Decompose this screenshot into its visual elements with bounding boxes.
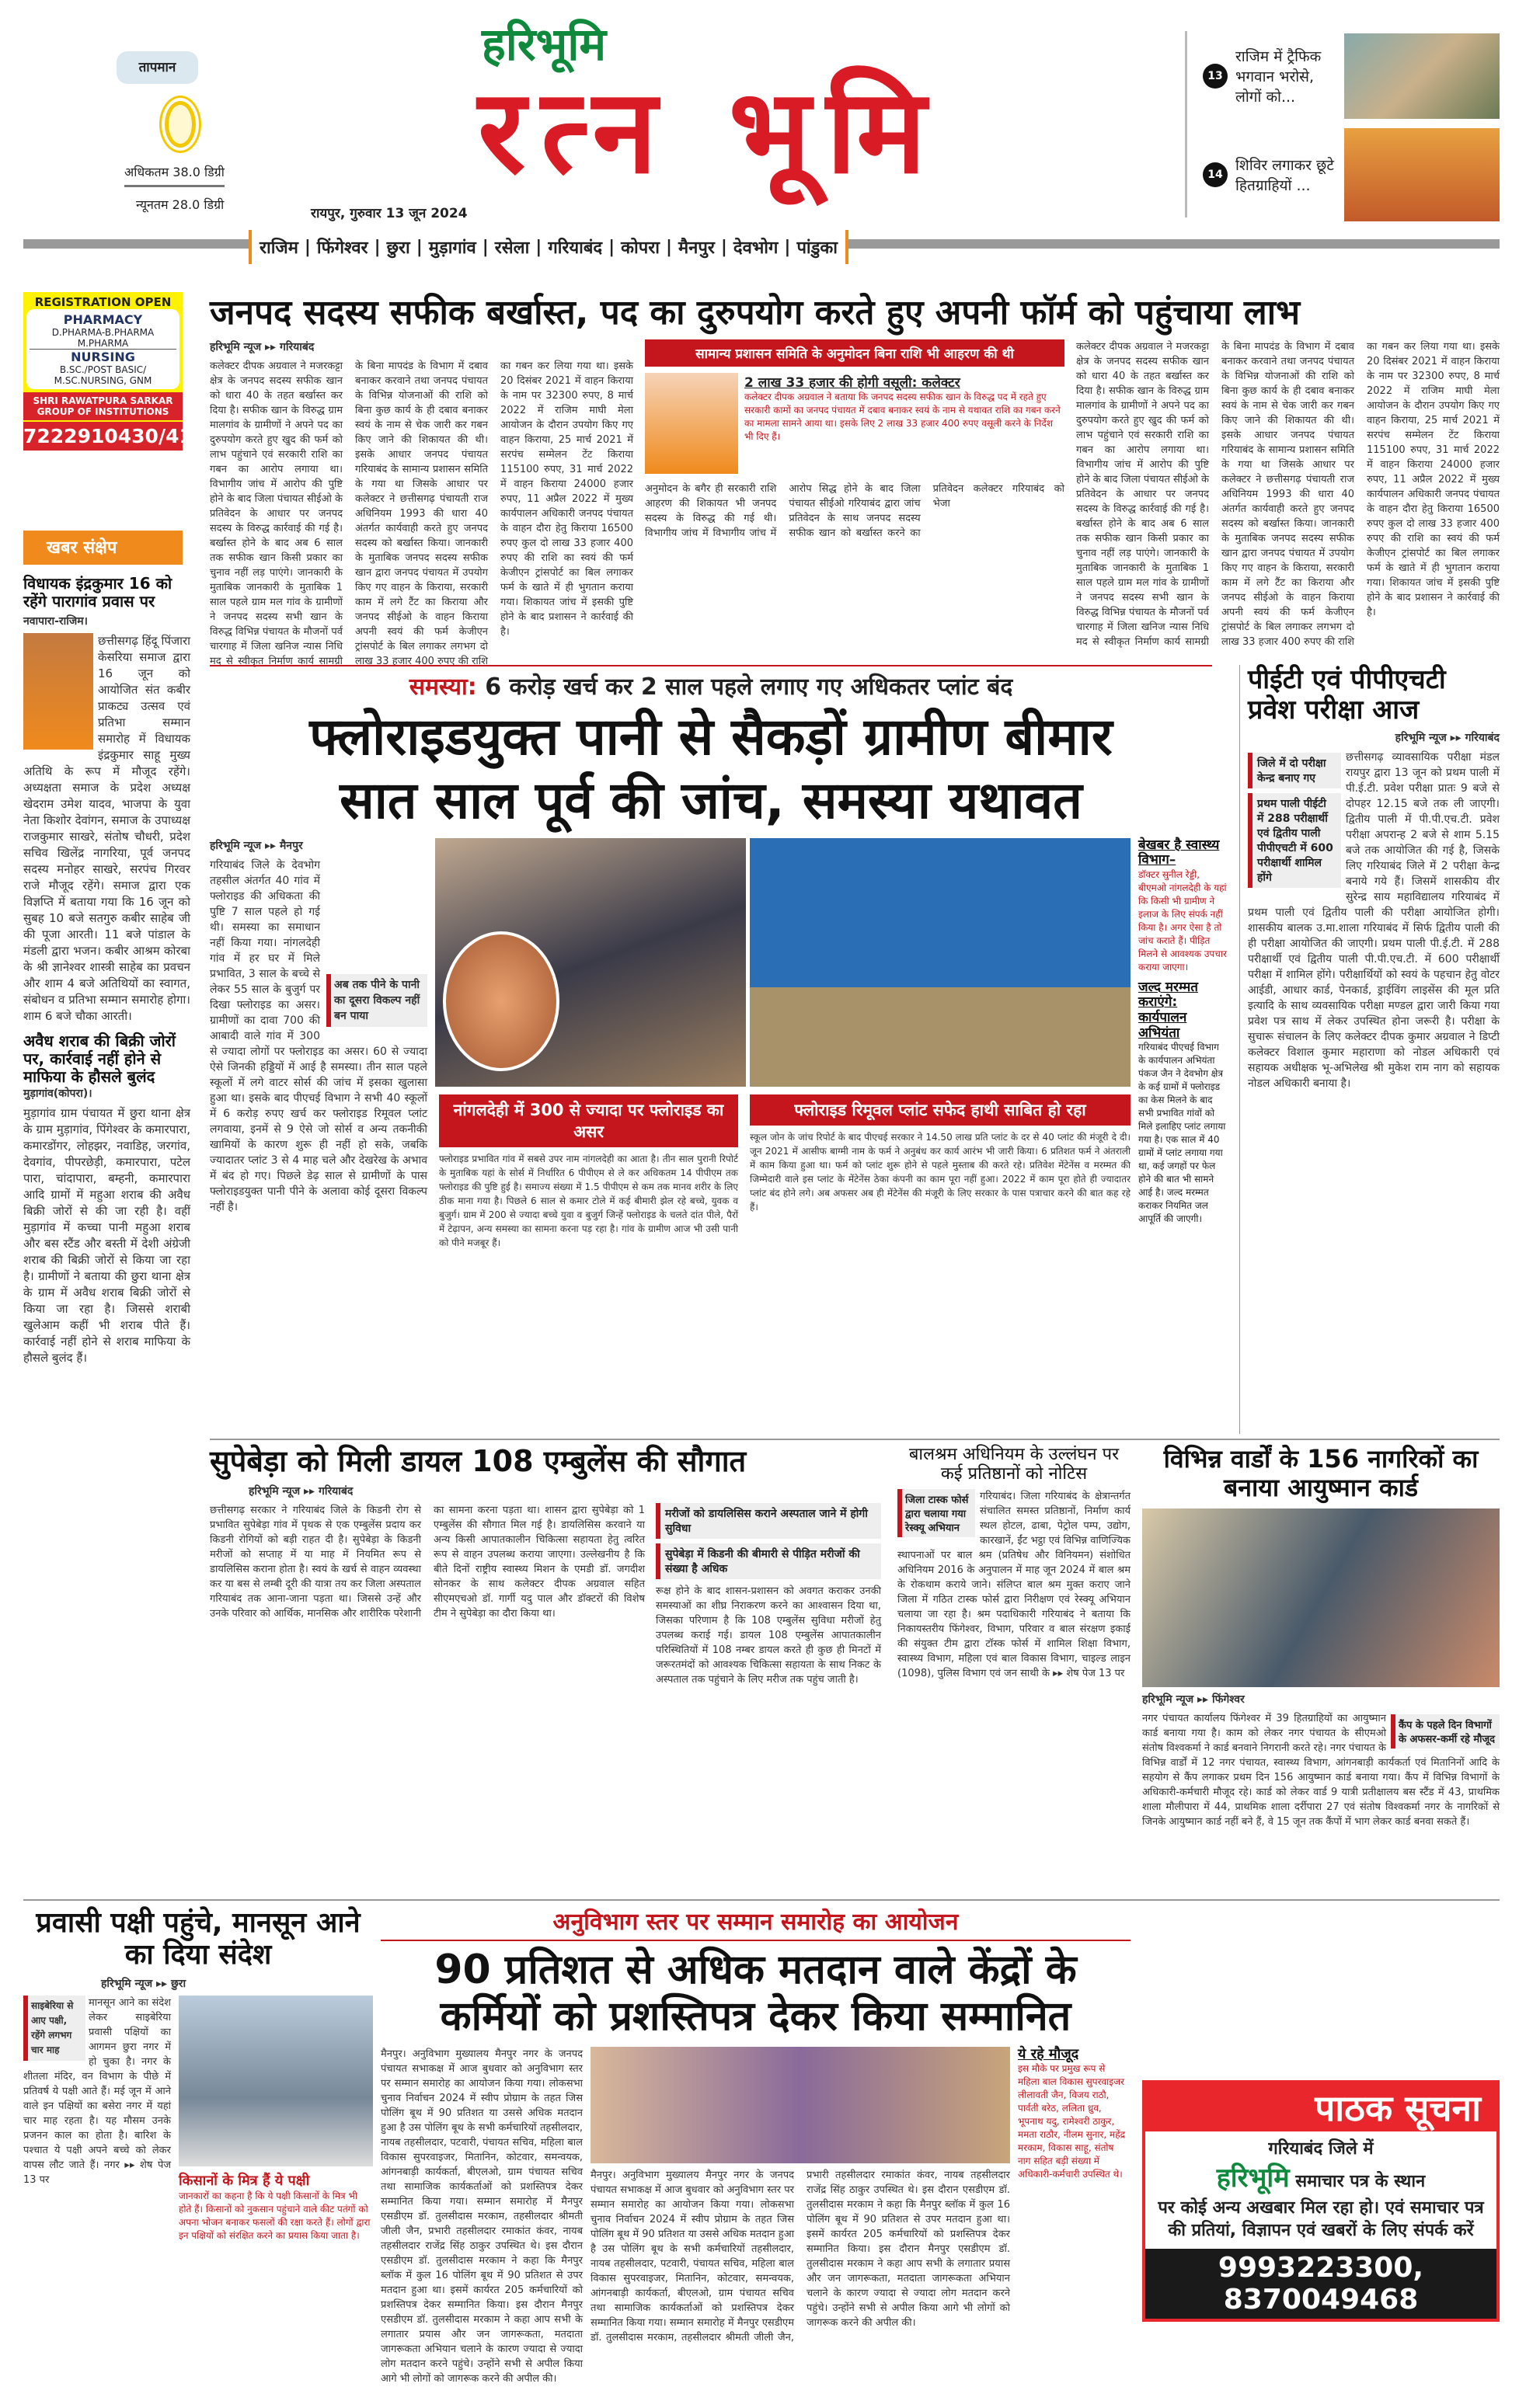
ayushman-body: नगर पंचायत कार्यालय फिंगेश्वर में 39 हितग्राहियों का आयुष्मान कार्ड बनाया गया है। काम को लेकर नगर पंचायत के सीएमओ संतोष विश्वकर्मा ने कार्ड बनवाने निगरानी करते रहे। नगर पंचायत के विभिन्न वार्डों में 12 नगर पंचायत, स्वास्थ्य विभाग, आंगनबाड़ी कार्यकर्ता एवं मितानिनों आदि के सहयोग से कैंप लगाकर प्रथम दिन 156 आयुष्मान कार्ड बनाया गया। कैंप में विभिन्न विभागों के अधिकारी-कर्मचारी मौजूद रहे। कार्ड को लेकर वार्ड 9 यात्री प्रतीक्षालय बस स्टैंड में 43, प्राथमिक शाला मौलीपारा में 44, प्राथमिक शाला दर्रीपारा 27 एवं संतोष विश्वकर्मा नगर के नागरिकों से जिनके आयुष्मान कार्ड नहीं बने हैं, वे 15 जून तक कैंपों में भाग लेकर कार्ड बनवा सकते हैं।: [1142, 1712, 1500, 1828]
page-badge: 14: [1203, 162, 1228, 187]
teaser-text: राजिम में ट्रैफिक भगवान भरोसे, लोगों को...: [1235, 47, 1322, 106]
pet-bullet: जिले में दो परीक्षा केन्द्र बनाए गए: [1248, 753, 1341, 788]
section-link[interactable]: देवभोग: [733, 238, 779, 258]
side-body: डॉक्टर सुनील रेड्डी, बीएमओ नांगलदेही के यहां कि किसी भी ग्रामीण ने इलाज के लिए संपर्क नहीं किया है। अगर ऐसा है तो जांच कराते हैं। पीड़ित मिलने से आवश्यक उपचार कराया जाएगा।: [1138, 868, 1227, 973]
birds-headline[interactable]: प्रवासी पक्षी पहुंचे, मानसून आने का दिया संदेश: [36, 1907, 361, 1971]
ad-course-detail: B.SC./POST BASIC/: [59, 364, 147, 375]
brief-headline[interactable]: अवैध शराब की बिक्री जोरों पर, कार्रवाई नहीं होने से माफिया के हौसले बुलंद: [23, 1032, 176, 1086]
pet-body: छत्तीसगढ़ व्यावसायिक परीक्षा मंडल रायपुर द्वारा 13 जून को प्रथम पाली में पी.ई.टी. प्रवेश परीक्षा प्रातः 9 बजे से दोपहर 12.15 बजे तक ली जाएगी। द्वितीय पाली में पी.पी.एच.टी. प्रवेश परीक्षा अपरान्ह 2 बजे से शाम 5.15 बजे तक आयोजित की गई है, जिसके लिए गरियाबंद जिले में 2 परीक्षा केन्द्र बनाये गये हैं। जिसमें शासकीय वीर सुरेन्द्र साय महाविद्यालय गरियाबंद में प्रथम पाली एवं द्वितीय पाली की परीक्षा आयोजित होगी। शासकीय बालक उ.मा.शाला गरियाबंद में सिर्फ द्वितीय पाली की ही परीक्षा आयोजित की जाएगी। प्रथम पाली पी.ई.टी. में 288 परीक्षार्थी एवं द्वितीय पाली पी.पी.एच.टी. में 600 परीक्षार्थी परीक्षा में शामिल होंगे। परीक्षार्थियों को स्वयं के पहचान हेतु वोटर आईडी, आधार कार्ड, पेनकार्ड, ड्राईविंग लाइसेंस की मूल प्रति इत्यादि के साथ व्यवसायिक परीक्षा मण्डल द्वारा जारी किया गया प्रवेश पत्र साथ में लेकर उपस्थित होना जरूरी है। परीक्षा के सुचारू संचालन के लिए कलेक्टर दीपक कुमार अग्रवाल ने डिप्टी कलेक्टर विशाल कुमार महाराणा को नोडल अधिकारी एवं सहायक अधीक्षक भू-अभिलेख श्री मुकेश राम नाग को सहायक नोडल अधिकारी बनाया है।: [1248, 751, 1500, 1091]
ambulance-bullet: मरीजों को डायलिसिस कराने अस्पताल जाने में होगी सुविधा: [656, 1503, 881, 1539]
teaser-photo: [1344, 128, 1500, 221]
ayushman-headline[interactable]: विभिन्न वार्डों के 156 नागरिकों का बनाया आयुष्मान कार्ड: [1163, 1444, 1479, 1502]
temp-max: अधिकतम 38.0 डिग्री: [124, 163, 225, 187]
sun-icon: [165, 101, 196, 148]
notice-line: गरियाबंद जिले में: [1268, 2139, 1374, 2159]
child-labour-headline[interactable]: बालश्रम अधिनियम के उल्लंघन पर कई प्रतिष्ठानों को नोटिस: [908, 1445, 1120, 1484]
sub-story-plant: [750, 1094, 1131, 1382]
main-story: [210, 838, 427, 1382]
sub-head: फ्लोराइड रिमूवल प्लांट सफेद हाथी साबित हो रहा: [750, 1094, 1131, 1126]
section-link[interactable]: फिंगेश्वर: [316, 238, 368, 258]
masthead-dateline: रायपुर, गुरुवार 13 जून 2024: [311, 206, 468, 221]
page-badge: 13: [1203, 64, 1228, 89]
section-link[interactable]: गरियाबंद: [548, 238, 603, 258]
masthead-title: रत्न भूमि: [478, 64, 942, 200]
pull-quote: कैंप के पहले दिन विभागों के अफसर-कर्मी रहे मौजूद: [1391, 1714, 1500, 1749]
side-head: ये रहे मौजूद: [1018, 2045, 1079, 2062]
collector-photo: [645, 373, 738, 474]
ad-course-detail: M.PHARMA: [77, 338, 129, 349]
sub-head: नांगलदेही में 300 से ज्यादा पर फ्लोराइड का असर: [439, 1094, 738, 1147]
box-head: सामान्य प्रशासन समिति के अनुमोदन बिना राशि भी आहरण की थी: [645, 339, 1064, 367]
divider: [210, 1439, 1500, 1440]
notice-phone: 9993223300, 8370049468: [1145, 2249, 1496, 2319]
section-link[interactable]: कोपरा: [621, 238, 660, 258]
teaser-photo: [1344, 33, 1500, 119]
box-subhead: 2 लाख 33 हजार की होगी वसूली: कलेक्टर: [744, 374, 960, 391]
ambulance-headline[interactable]: सुपेबेड़ा को मिली डायल 108 एम्बुलेंस की सौगात: [210, 1444, 747, 1478]
dateline: हरिभूमि न्यूज ▸▸ गरियाबंद: [249, 1484, 354, 1498]
dateline: हरिभूमि न्यूज ▸▸ फिंगेश्वर: [1142, 1693, 1245, 1706]
lead-body: कलेक्टर दीपक अग्रवाल ने मजरकट्टा क्षेत्र के जनपद सदस्य सफीक खान को धारा 40 के तहत बर्खास्त कर दिया है। सफीक खान के विरुद्ध ग्राम मालगांव के ग्रामीणों ने अपने पद का दुरुपयोग करते हुए खुद की फर्म को लाभ पहुंचाने एवं सरकारी राशि का गबन का आरोप लगाया था। विभागीय जांच में आरोप की पुष्टि होने के बाद जिला पंचायत सीईओ के प्रतिवेदन के आधार पर जनपद सदस्य के विरुद्ध कार्रवाई की गई है। बर्खास्त होने के बाद अब 6 साल तक सफीक खान किसी प्रकार का चुनाव नहीं लड़ पाएंगे। जानकारी के मुताबिक जानकारी के मुताबिक 1 साल पहले ग्राम मल गांव के ग्रामीणों ने जनपद सदस्य सभी खान के विरुद्ध विभिन्न पंचायत के मौजनों पर्व चारगाह में जिला खनिज न्यास निधि मद से स्वीकृत निर्माण कार्य सामग्री के बिना मापदंड के विभाग में दबाव बनाकर करवाने तथा जनपद पंचायत के विभिन्न योजनाओं की राशि को बिना कुछ कार्य के ही दबाव बनाकर स्वयं के नाम से चेक जारी कर गबन किए जाने की शिकायत की थी। इसके आधार जनपद पंचायत गरियाबंद के सामान्य प्रशासन समिति के गया था जिसके आधार पर कलेक्टर ने छत्तीसगढ़ पंचायती राज अधिनियम 1993 की धारा 40 अंतर्गत कार्यवाही करते हुए जनपद सदस्य को बर्खास्त किया। जानकारी के मुताबिक जनपद सदस्य सफीक खान द्वारा जनपद पंचायत में उपयोग किए गए वाहन के किराया, सरकारी काम में लगे टैंट का किराया और जनपद सीईओ के वाहन किराया अपनी स्वयं की फर्म केजीएन ट्रांसपोर्ट के बिल लगाकर लगभग दो लाख 33 हजार 400 रुपए की राशि का गबन कर लिया गया था। इसके 20 दिसंबर 2021 में वाहन किराया के नाम पर 32300 रुपए, 8 मार्च 2022 में राजिम माघी मेला आयोजन के दौरान उपयोग किए गए वाहन किराया, 25 मार्च 2021 में सरपंच सम्मेलन टेंट किराया 115100 रुपए, 31 मार्च 2022 में वाहन किराया 24000 हजार रुपए, 11 अप्रैल 2022 में मुख्य कार्यपालन अधिकारी जनपद पंचायत के वाहन दौरा हेतु किराया 16500 रुपए कुल दो लाख 33 हजार 400 रुपए की राशि का स्वयं की फर्म केजीएन ट्रांसपोर्ट का बिल लगाकर फर्म के खाते में ही भुगतान कराया गया। शिकायत जांच में इसकी पुष्टि होने के बाद प्रशासन ने कार्रवाई की है।: [210, 360, 633, 667]
ambulance-bullet: सुपेबेड़ा में किडनी की बीमारी से पीड़ित मरीजों की संख्या है अधिक: [656, 1543, 881, 1579]
notice-brand: हरिभूमि: [1216, 2162, 1290, 2194]
main-subheadline[interactable]: सात साल पूर्व की जांच, समस्या यथावत: [340, 770, 1082, 830]
honour-headline[interactable]: 90 प्रतिशत से अधिक मतदान वाले केंद्रों के कर्मियों को प्रशस्तिपत्र देकर किया सम्मानित: [434, 1947, 1077, 2040]
honour-kicker: अनुविभाग स्तर पर सम्मान समारोह का आयोजन: [381, 1905, 1131, 1941]
teasers: [1185, 31, 1511, 217]
box-head: किसानों के मित्र हैं ये पक्षी: [179, 2172, 310, 2189]
lead-body-right: कलेक्टर दीपक अग्रवाल ने मजरकट्टा क्षेत्र के जनपद सदस्य सफीक खान को धारा 40 के तहत बर्खास्त कर दिया है। सफीक खान के विरुद्ध ग्राम मालगांव के ग्रामीणों ने अपने पद का दुरुपयोग करते हुए खुद की फर्म को लाभ पहुंचाने एवं सरकारी राशि का गबन का आरोप लगाया था। विभागीय जांच में आरोप की पुष्टि होने के बाद जिला पंचायत सीईओ के प्रतिवेदन के आधार पर जनपद सदस्य के विरुद्ध कार्रवाई की गई है। बर्खास्त होने के बाद अब 6 साल तक सफीक खान किसी प्रकार का चुनाव नहीं लड़ पाएंगे। जानकारी के मुताबिक जानकारी के मुताबिक 1 साल पहले ग्राम मल गांव के ग्रामीणों ने जनपद सदस्य सभी खान के विरुद्ध विभिन्न पंचायत के मौजनों पर्व चारगाह में जिला खनिज न्यास निधि मद से स्वीकृत निर्माण कार्य सामग्री के बिना मापदंड के विभाग में दबाव बनाकर करवाने तथा जनपद पंचायत के विभिन्न योजनाओं की राशि को बिना कुछ कार्य के ही दबाव बनाकर स्वयं के नाम से चेक जारी कर गबन किए जाने की शिकायत की थी। इसके आधार जनपद पंचायत गरियाबंद के सामान्य प्रशासन समिति के गया था जिसके आधार पर कलेक्टर ने छत्तीसगढ़ पंचायती राज अधिनियम 1993 की धारा 40 अंतर्गत कार्यवाही करते हुए जनपद सदस्य को बर्खास्त किया। जानकारी के मुताबिक जनपद सदस्य सफीक खान द्वारा जनपद पंचायत में उपयोग किए गए वाहन के किराया, सरकारी काम में लगे टैंट का किराया और जनपद सीईओ के वाहन किराया अपनी स्वयं की फर्म केजीएन ट्रांसपोर्ट के बिल लगाकर लगभग दो लाख 33 हजार 400 रुपए की राशि का गबन कर लिया गया था। इसके 20 दिसंबर 2021 में वाहन किराया के नाम पर 32300 रुपए, 8 मार्च 2022 में राजिम माघी मेला आयोजन के दौरान उपयोग किए गए वाहन किराया, 25 मार्च 2021 में सरपंच सम्मेलन टेंट किराया 115100 रुपए, 31 मार्च 2022 में वाहन किराया 24000 हजार रुपए, 11 अप्रैल 2022 में मुख्य कार्यपालन अधिकारी जनपद पंचायत के वाहन दौरा हेतु किराया 16500 रुपए कुल दो लाख 33 हजार 400 रुपए की राशि का स्वयं की फर्म केजीएन ट्रांसपोर्ट का बिल लगाकर फर्म के खाते में ही भुगतान कराया गया। शिकायत जांच में इसकी पुष्टि होने के बाद प्रशासन ने कार्रवाई की है।: [1076, 340, 1500, 648]
divider: [23, 1899, 1500, 1901]
ambulance-body-cont: रूक्ष होने के बाद शासन-प्रशासन को अवगत कराकर उनकी समस्याओं का शीघ्र निराकरण करने का आश्वासन दिया था, जिसका परिणाम है कि 108 एम्बुलेंस सुविधा मरीजों हेतु उपलब्ध कराई गई। डायल 108 एम्बुलेंस आपातकालीन परिस्थितियों में 108 नम्बर डायल करते ही कुछ ही मिनटों में जरूरतमंदों को आवश्यक चिकित्सा सहायता के साथ निकट के अस्पताल तक पहुंचाने के लिए मरीज तक पहुंच जाती है।: [656, 1585, 881, 1686]
section-nav: [249, 230, 848, 264]
pet-story: [1239, 665, 1500, 1434]
separator: |: [720, 237, 727, 257]
pull-quote: अब तक पीने के पानी का दूसरा विकल्प नहीं बन पाया: [326, 974, 427, 1027]
ad-head: REGISTRATION OPEN: [34, 295, 172, 309]
birds-body-wrap: [23, 1996, 171, 2389]
brief-body: मुड़ागांव ग्राम पंचायत में छुरा थाना क्षेत्र के ग्राम मुड़ागांव, पिंगेश्वर के कमारपारा, कमारडोंगर, लोहझर, नवाडिह, जरगांव, देवगांव, पीपरछेड़ी, कमारपारा, पटेल पारा, चांदापारा, बम्हनी, कमारपारा आदि ग्रामों में महुआ शराब की अवैध बिक्री जोरों से की जा रही है। वहीं मुड़ागांव में कच्चा पानी महुआ शराब और बस स्टैंड और बस्ती में देशी अंग्रेजी शराब की बिक्री जोरों से किया जा रहा है। ग्रामीणों ने बताया की छुरा थाना क्षेत्र के ग्राम में अवैध शराब बिक्री जोरों से किया जा रहा है। जिससे शराबी खुलेआम कहीं भी शराब पीते हैं। कार्रवाई नहीं होने से शराब माफिया के हौसले बुलंद हैं।: [23, 1106, 190, 1365]
ad-phone: 7222910430/41: [23, 422, 183, 451]
pet-bullet: प्रथम पाली पीईटी में 288 परीक्षार्थी एवं द्वितीय पाली पीपीएचटी में 600 परीक्षार्थी शामिल होंगे: [1248, 793, 1341, 888]
separator: |: [482, 237, 489, 257]
kicker-text: 6 करोड़ खर्च कर 2 साल पहले लगाए गए अधिकतर प्लांट बंद: [485, 673, 1013, 701]
main-headline[interactable]: फ्लोराइडयुक्त पानी से सैकड़ों ग्रामीण बीमार: [309, 707, 1113, 767]
teaser[interactable]: [1187, 31, 1511, 120]
ad-course: PHARMACY: [63, 312, 143, 327]
brief-body: छत्तीसगढ़ हिंदू पिंजारा केसरिया समाज द्वारा 16 जून को आयोजित संत कबीर प्राकट्य उत्सव एवं प्रतिभा सम्मान समारोह में विधायक इंद्रकुमार साहू मुख्य अतिथि के रूप में मौजूद रहेंगे। अध्यक्षता समाज के प्रदेश अध्यक्ष खेदराम उमेश यादव, भाजपा के युवा नेता किशोर देवांगन, समाज के उपाध्यक्ष राजकुमार साखरे, संतोष चौधरी, प्रदेश सचिव खिलेंद्र नागरिया, पूर्व जनपद सदस्य मनोहर साखरे, सरपंच गिरवर राजे मौजूद रहेंगे। समाज द्वारा एक विज्ञप्ति में बताया गया कि 16 जून को सुबह 10 बजे सतगुरु कबीर साहेब जी की पूजा आरती। 11 बजे पांडाल के मंडली द्वारा भजन। कबीर आश्रम कोरबा के श्री ज्ञानेश्वर शास्त्री साहेब का प्रवचन और शाम 4 बजे अतिथियों का स्वागत, संबोधन व प्रतिभा सम्मान समारोह होगा। शाम 6 बजे चौका आरती।: [23, 634, 190, 1023]
separator: |: [608, 237, 615, 257]
ad-course-detail: M.SC.NURSING, GNM: [54, 375, 152, 386]
main-body: गरियाबंद जिले के देवभोग तहसील अंतर्गत 40 गांव में फ्लोराइड की अधिकता की पुष्टि 7 साल पहले हो गई थी। समस्या का समाधान नहीं किया गया। नांगलदेही गांव में हर घर में मिले प्रभावित, 3 साल के बच्चे से लेकर 55 साल के बुजुर्ग पर दिखा फ्लोराइड का असर। ग्रामीणों का दावा 700 की आबादी वाले गांव में 300 से ज्यादा लोगों पर फ्लोराइड का असर। 60 से ज्यादा ऐसे जिनकी हड्डियों में आई है समस्या। तीन साल पहले स्कूलों में लगे वाटर सोर्स की जांच में इसका खुलासा हुआ था। इसके बाद पीएचई विभाग ने सभी 40 स्कूलों में 6 करोड़ रुपए खर्च कर फ्लोराइड रिमूवल प्लांट लगवाया, इनमें से 9 ऐसे जो सोर्स व अन्य तकनीकी खामियों के कारण शुरू ही नहीं हो सके, जबकि ज्यादातर प्लांट 3 से 4 माह चले और देखरेख के अभाव में बंद हो गए। पिछले डेढ़ साल से ग्रामीणों के पास फ्लोराइडयुक्त पानी पीने के अलावा कोई दूसरा विकल्प नहीं है।: [210, 858, 427, 1213]
separator: |: [374, 237, 381, 257]
brief-column: [23, 575, 190, 1429]
lead-headline[interactable]: जनपद सदस्य सफीक बर्खास्त, पद का दुरुपयोग करते हुए अपनी फॉर्म को पहुंचाया लाभ: [210, 293, 1301, 332]
ceremony-photo: [591, 2047, 1010, 2163]
dateline: हरिभूमि न्यूज ▸▸ मैनपुर: [210, 839, 303, 852]
ad-course-detail: D.PHARMA-B.PHARMA: [51, 327, 155, 338]
section-link[interactable]: मुड़ागांव: [428, 238, 476, 258]
ambulance-story: [210, 1445, 886, 1894]
honour-story: [381, 1905, 1131, 2390]
sub-body: फ्लोराइड प्रभावित गांव में सबसे उपर नाम नांगलदेही का आता है। तीन साल पुरानी रिपोर्ट के मुताबिक यहां के सोर्स में निर्धारित 6 पीपीएम से ले कर अधिकतम 14 पीपीएम तक फ्लोराइड की पुष्टि हुई है। समाज्य संख्या में 1.5 पीपीएम से कम तक मानव शरीर के लिए ठीक माना गया है। पिछले 6 साल से कमार टोले में कई बीमारी झेल रहे बच्चे, युवक व बुजुर्ग। ग्राम में 200 से ज्यादा बच्चे युवा व बुजुर्ग जिन्हें फ्लोराइड के चलते दांत पीले, पैरों में टेढ़ापन, अन्य समस्या का सामना करना पड़ रहा है। गांव के ग्रामीण आज भी उसी पानी को पीने मजबूर हैं।: [439, 1153, 738, 1248]
teaser-text: शिविर लगाकर छूटे हितग्राहियों ...: [1235, 157, 1334, 194]
birds-story: [23, 1907, 373, 2389]
plant-photo: [750, 838, 1131, 1087]
lead-section: [210, 293, 1500, 667]
lead-story: [210, 339, 633, 667]
child-labour-body: गरियाबंद। जिला गरियाबंद के क्षेत्रान्तर्गत संचालित समस्त प्रतिष्ठानों, निर्माण कार्य स्थल होटल, ढाबा, पेट्रोल पम्प, उद्योग, कारखानें, ईंट भट्ठा एवं विभिन्न वाणिज्यिक स्थापनाओं पर बाल श्रम (प्रतिषेध और विनियमन) संशोधित अधिनियम 2016 के अनुपालन में माह जून 2024 में बाल श्रम के रोकथाम कराये जाने। संलिप्त बाल श्रम मुक्त कराए जाने जिला में गठित टास्क फोर्स द्वारा निरीक्षण एवं रेस्क्यू अभियान चलाया जा रहा है। श्रम पदाधिकारी गरियाबंद ने बताया कि निकायस्तरीय फिंगेश्वर, विभाग, परिवार व बाल संरक्षण इकाई की संयुक्त टीम द्वारा टॉस्क फोर्स में शामिल शिक्षा विभाग, स्वास्थ्य विभाग, महिला एवं बाल विकास विभाग, चाइल्ड लाइन (1098), पुलिस विभाग एवं जन साथी के ▸▸ शेष पेज 13 पर: [897, 1490, 1131, 1679]
main-content: [210, 838, 1228, 1434]
notice-line: पर कोई अन्य अखबार मिल रहा हो। एवं समाचार पत्र की प्रतियां, विज्ञापन एवं खबरों के लिए संपर्क करें: [1158, 2197, 1484, 2241]
section-link[interactable]: राजिम: [260, 238, 298, 258]
fluorosis-teeth-photo: [443, 931, 559, 1071]
separator: |: [416, 237, 423, 257]
lead-body-cont: अनुमोदन के बगैर ही सरकारी राशि आहरण की शिकायत भी जनपद सदस्य के विरुद्ध की गई थी। विभागीय जांच में विभागीय जांच में आरोप सिद्ध होने के बाद जिला पंचायत सीईओ गरियाबंद द्वारा जांच प्रतिवेदन के साथ जनपद सदस्य सफीक खान को बर्खास्त करने का प्रतिवेदन कलेक्टर गरियाबंद को भेजा: [645, 482, 1064, 539]
brand-logo: हरिभूमि: [482, 18, 607, 71]
dateline: हरिभूमि न्यूज ▸▸ छुरा: [101, 1977, 186, 1990]
dateline: मुड़ागांव(कोपरा)।: [23, 1087, 92, 1100]
ad-org: SHRI RAWATPURA SARKAR GROUP OF INSTITUTIONS: [23, 392, 183, 420]
sub-story-nangaldehi: [439, 1094, 738, 1382]
side-head: बेखबर है स्वास्थ्य विभाग–: [1138, 837, 1220, 868]
honour-body-cont: मैनपुर। अनुविभाग मुख्यालय मैनपुर नगर के जनपद पंचायत सभाकक्ष में आज बुधवार को अनुविभाग स्तर पर सम्मान समारोह का आयोजन किया गया। लोकसभा चुनाव निर्वाचन 2024 में स्वीप प्रोग्राम के तहत जिस पोलिंग बूथ में 90 प्रतिशत या उससे अधिक मतदान हुआ है उस पोलिंग बूथ के सभी कर्मचारियों तहसीलदार, नायब तहसीलदार, पटवारी, पंचायत सचिव, महिला बाल विकास सुपरवाइजर, मितानिन, कोटवार, समन्वयक, आंगनबाड़ी कार्यकर्ता, बीएलओ, ग्राम पंचायत सचिव तथा सामाजिक कार्यकर्ताओं को प्रशस्तिपत्र देकर सम्मानित किया गया। सम्मान समारोह में मैनपुर एसडीएम डॉ. तुलसीदास मरकाम, तहसीलदार श्रीमती जीली जैन, प्रभारी तहसीलदार रमाकांत कंवर, नायब तहसीलदार राजेंद्र सिंह ठाकुर उपस्थित थे। इस दौरान एसडीएम डॉ. तुलसीदास मरकाम ने कहा कि मैनपुर ब्लॉक में कुल 16 पोलिंग बूथ में 90 प्रतिशत से उपर मतदान हुआ था। इसमें कार्यरत 205 कर्मचारियों को प्रशस्तिपत्र देकर सम्मानित किया। इस दौरान मैनपुर एसडीएम डॉ. तुलसीदास मरकाम ने कहा आप सभी के लगातार प्रयास और जन जागरूकता, मतदाता जागरूकता अभियान चलाने के कारण ज्यादा से ज्यादा लोग मतदान करने पहुंचे। उन्होंने सभी से अपील किया आगे भी लोगों को जागरूक करने की अपील की।: [591, 2169, 1010, 2344]
side-head: जल्द मरम्मत कराएंगे: कार्यपालन अभियंता: [1138, 979, 1198, 1041]
side-body: इस मौके पर प्रमुख रूप से महिला बाल विकास सुपरवाइजर लीलावती जैन, विजय राठौ, पार्वती बरेठ, ललिता ध्रुव, भूपनाथ यदु, रामेश्वरी ठाकुर, ममता राठौर, नीलम सुनार, महेंद्र मरकाम, विकास साहू, संतोष नाग सहित बड़ी संख्या में अधिकारी-कर्मचारी उपस्थित थे।: [1018, 2063, 1125, 2180]
pet-headline[interactable]: पीईटी एवं पीपीएचटी प्रवेश परीक्षा आज: [1248, 664, 1446, 726]
weather-label: तापमान: [117, 51, 198, 84]
separator: |: [665, 237, 672, 257]
birds-body: मानसून आने का संदेश लेकर साइबेरिया प्रवासी पक्षियों का आगमन छुरा नगर में हो चुका है। नगर के शीतला मंदिर, वन विभाग के पीछे में प्रतिवर्ष ये पक्षी आते हैं। मई जून में आने वाले इन पक्षियों का बसेरा नगर में यहां चार माह रहता है। यह मौसम उनके प्रजनन काल का होता है। बारिश के पश्चात ये पक्षी अपने बच्चे को लेकर वापस लौट जाते हैं। नगर ▸▸ शेष पेज 13 पर: [23, 1996, 171, 2186]
separator: |: [784, 237, 791, 257]
ayushman-story: [1142, 1445, 1500, 1894]
reader-notice-ad[interactable]: [1142, 2080, 1500, 2322]
college-ad[interactable]: [23, 292, 193, 451]
ad-course: NURSING: [30, 349, 176, 364]
ambulance-body: छत्तीसगढ़ सरकार ने गरियाबंद जिले के किडनी रोग से प्रभावित सुपेबेड़ा गांव में पृथक से एक एम्बुलेंस प्रदाय कर किडनी रोगियों को बड़ी राहत दी है। सुपेबेड़ा के किडनी मरीजों को सप्ताह में या माह में नियमित रूप से डायलिसिस कराना होता है। स्वयं के खर्च से वाहन व्यवस्था कर या बस से लम्बी दूरी की यात्रा तय कर जिला अस्पताल गरियाबंद तक आना-जाना पड़ता था। जिससे उन्हें और उनके परिवार को आर्थिक, मानसिक और शारीरिक परेशानी का सामना करना पड़ता था। शासन द्वारा सुपेबेड़ा को 1 एम्बुलेंस की सौगात मिल गई है। डायलिसिस करवाने या अन्य किसी आपातकालीन चिकित्सा सहायता हेतु त्वरित रूप से वाहन उपलब्ध कराया जाएगा। उल्लेखनीय है कि बीते दिनों राष्ट्रीय स्वास्थ्य मिशन के एमडी डॉ. जगदीश सोनकर के साथ कलेक्टर दीपक अग्रवाल सहित सीएमएचओ डॉ. गार्गी यदु पाल और डॉक्टरों की विशेष टीम ने सुपेबेड़ा का दौरा किया था।: [210, 1504, 645, 1620]
camp-photo: [1142, 1508, 1500, 1687]
main-section: [210, 665, 1228, 1434]
sub-body: स्कूल जोन के जांच रिपोर्ट के बाद पीएचई सरकार ने 14.50 लाख प्रति प्लांट के दर से 40 प्लांट की मंजूरी दे दी। जून 2021 में आसीफ बाग्मी नाम के फर्म ने अनुबंध कर कार्य आरंभ भी जारी किया। 6 प्रतिशत फर्म ने अंतराली में काम किया हुआ था। फर्म को प्लांट शुरू होने से पहले मुस्ताब की करते रहे। प्रतिवेश मेंटेनेंस व मरम्मत की जिम्मेदारी वाले इस प्लांट के मेंटेनेंस ठेका कंपनी का काम पूरा नहीं हुआ। 2022 में काम पूरा होते ही ज्यादातर प्लांट बंद होने लगे। अब अफसर अब ही मेंटेनेंस की मंजूरी के लिए सरकार के पास पत्राचार करने की बात कह रहे हैं।: [750, 1131, 1131, 1213]
section-link[interactable]: रसेला: [494, 238, 530, 258]
separator: |: [535, 237, 542, 257]
news-brief-label: खबर संक्षेप: [23, 531, 183, 565]
honour-body-wrap: [381, 2047, 583, 2390]
kicker-label: समस्या:: [409, 673, 477, 701]
dateline: नवापारा-राजिम।: [23, 615, 88, 628]
temp-min: न्यूनतम 28.0 डिग्री: [136, 197, 225, 212]
pull-quote: जिला टास्क फोर्स द्वारा चलाया गया रेस्क्यू अभियान: [897, 1489, 975, 1537]
main-kicker: [210, 665, 1212, 701]
box-body: जानकारों का कहना है कि ये पक्षी किसानों के मित्र भी होते हैं। किसानों को नुकसान पहुंचाने वाले कीट पतंगों को अपना भोजन बनाकर फसलों की रक्षा करते हैं। लोगों द्वारा इन पक्षियों को संरक्षित करने का प्रयास किया जाता है।: [179, 2190, 371, 2241]
section-link[interactable]: पांडुका: [796, 238, 838, 258]
notice-head: पाठक सूचना: [1315, 2087, 1481, 2129]
box-body: कलेक्टर दीपक अग्रवाल ने बताया कि जनपद सदस्य सफीक खान के विरुद्ध पद में रहते हुए सरकारी कामों का जनपद पंचायत में दबाव बनाकर स्वयं के नाम से यथावत राशि का गबन करने का मामला सामने आया था। इसके लिए 2 लाख 33 हजार 400 रुपए वसूली करने के निर्देश भी दिए हैं।: [744, 391, 1061, 442]
main-body-wrap: [210, 858, 427, 1382]
side-body: गरियाबंद पीएचई विभाग के कार्यपालन अभियंता पंकज जैन ने देवभोग क्षेत्र के कई ग्रामों में फ्लोराइड का केस मिलने के बाद सभी प्रभावित गांवों को मिले इलाहिए प्लांट लगाया गया है। एक साल में 40 ग्रामों में प्लांट लगाया गया था, कई जगहों पर फेल होने की बात भी सामने आई है। जल्द मरम्मत कराकर नियमित जल आपूर्ति की जाएगी।: [1138, 1042, 1226, 1225]
child-labour-story: [897, 1445, 1131, 1894]
birds-photo: [179, 1996, 373, 2166]
dateline: हरिभूमि न्यूज ▸▸ गरियाबंद: [1395, 732, 1500, 745]
separator: |: [304, 237, 311, 257]
section-link[interactable]: छुरा: [386, 238, 410, 258]
notice-line: समाचार पत्र के स्थान: [1295, 2171, 1426, 2191]
lead-box: [645, 339, 1064, 657]
brief-headline[interactable]: विधायक इंद्रकुमार 16 को रहेंगे पारागांव प्रवास पर: [23, 574, 172, 611]
main-sidebar: [1138, 838, 1228, 1382]
dateline: हरिभूमि न्यूज ▸▸ गरियाबंद: [210, 340, 315, 353]
honour-body: मैनपुर। अनुविभाग मुख्यालय मैनपुर नगर के जनपद पंचायत सभाकक्ष में आज बुधवार को अनुविभाग स्तर पर सम्मान समारोह का आयोजन किया गया। लोकसभा चुनाव निर्वाचन 2024 में स्वीप प्रोग्राम के तहत जिस पोलिंग बूथ में 90 प्रतिशत या उससे अधिक मतदान हुआ है उस पोलिंग बूथ के सभी कर्मचारियों तहसीलदार, नायब तहसीलदार, पटवारी, पंचायत सचिव, महिला बाल विकास सुपरवाइजर, मितानिन, कोटवार, समन्वयक, आंगनबाड़ी कार्यकर्ता, बीएलओ, ग्राम पंचायत सचिव तथा सामाजिक कार्यकर्ताओं को प्रशस्तिपत्र देकर सम्मानित किया गया। सम्मान समारोह में मैनपुर एसडीएम डॉ. तुलसीदास मरकाम, तहसीलदार श्रीमती जीली जैन, प्रभारी तहसीलदार रमाकांत कंवर, नायब तहसीलदार राजेंद्र सिंह ठाकुर उपस्थित थे। इस दौरान एसडीएम डॉ. तुलसीदास मरकाम ने कहा कि मैनपुर ब्लॉक में कुल 16 पोलिंग बूथ में 90 प्रतिशत से उपर मतदान हुआ था। इसमें कार्यरत 205 कर्मचारियों को प्रशस्तिपत्र देकर सम्मानित किया। इस दौरान मैनपुर एसडीएम डॉ. तुलसीदास मरकाम ने कहा आप सभी के लगातार प्रयास और जन जागरूकता, मतदाता जागरूकता अभियान चलाने के कारण ज्यादा से ज्यादा लोग मतदान करने पहुंचे। उन्होंने सभी से अपील किया आगे भी लोगों को जागरूक करने की अपील की।: [381, 2048, 583, 2385]
pull-quote: साइबेरिया से आए पक्षी, रहेंगे लगभग चार माह: [23, 1996, 85, 2061]
section-link[interactable]: मैनपुर: [678, 238, 715, 258]
mla-photo: [23, 633, 93, 750]
teaser[interactable]: [1187, 128, 1511, 221]
